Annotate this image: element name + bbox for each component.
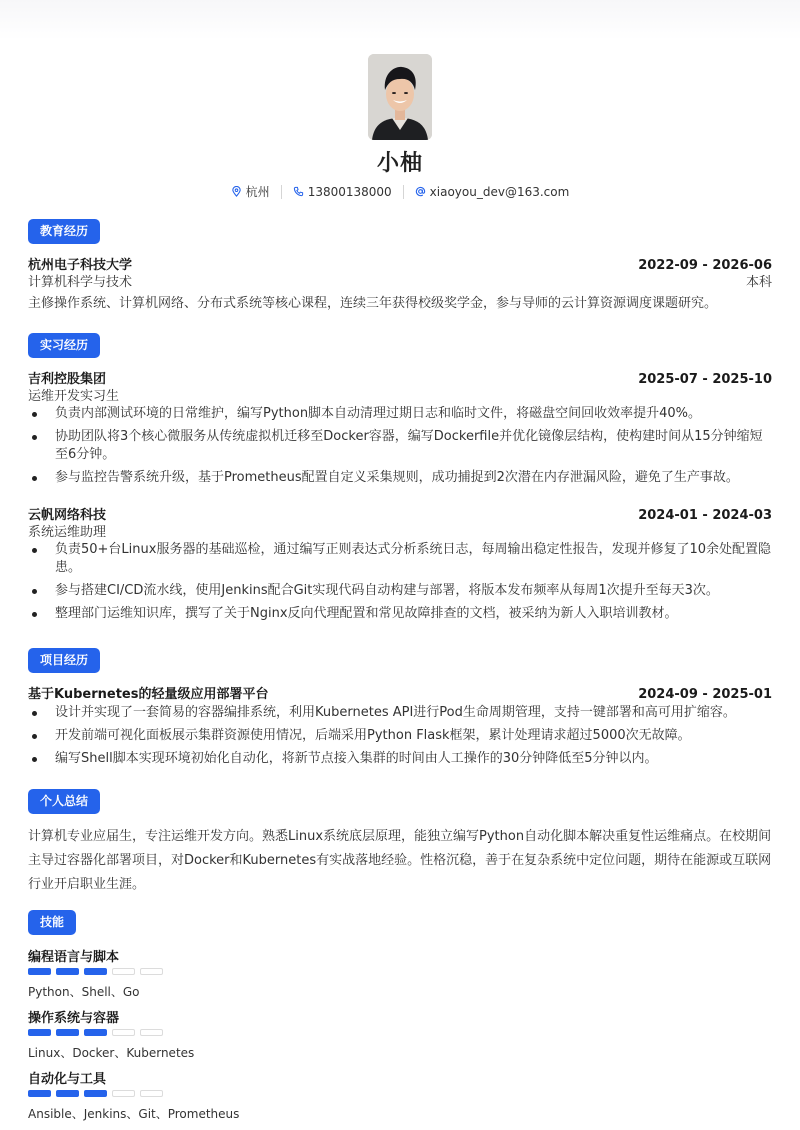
contact-bar	[0, 183, 800, 200]
phone-text: 13800138000	[307, 184, 392, 199]
level-segment-filled	[56, 1090, 79, 1097]
project-period: 2024-09 - 2025-01	[638, 687, 772, 702]
location-text: 杭州	[245, 185, 270, 199]
section-badge-education: 教育经历	[28, 219, 100, 244]
internship-role-row	[28, 385, 772, 404]
project-bullets	[28, 704, 772, 773]
level-segment-filled	[56, 968, 79, 975]
project-name: 基于Kubernetes的轻量级应用部署平台	[28, 687, 269, 702]
level-segment-empty	[140, 1029, 163, 1036]
level-segment-empty	[112, 1029, 135, 1036]
skill-level-bar	[28, 1090, 163, 1097]
level-segment-filled	[84, 968, 107, 975]
at-sign-icon	[415, 186, 426, 197]
internship-period: 2024-01 - 2024-03	[638, 508, 772, 523]
level-segment-filled	[28, 1029, 51, 1036]
contact-divider	[281, 185, 282, 199]
education-description: 主修操作系统、计算机网络、分布式系统等核心课程，连续三年获得校级奖学金，参与导师的云计算资源调度课题研究。	[28, 296, 718, 311]
level-segment-filled	[56, 1029, 79, 1036]
section-badge-skills: 技能	[28, 910, 76, 935]
section-badge-internship: 实习经历	[28, 333, 100, 358]
location-pin-icon	[231, 186, 242, 197]
list-item: 编写Shell脚本实现环境初始化自动化，将新节点接入集群的时间由人工操作的30分钟降低至5分钟以内。	[28, 750, 772, 768]
list-item: 设计并实现了一套简易的容器编排系统，利用Kubernetes API进行Pod生命周期管理，支持一键部署和高可用扩缩容。	[28, 704, 772, 722]
list-item: 参与搭建CI/CD流水线，使用Jenkins配合Git实现代码自动构建与部署，将版本发布频率从每周1次提升至每天3次。	[28, 582, 772, 600]
section-badge-summary: 个人总结	[28, 789, 100, 814]
skill-level-bar	[28, 968, 163, 975]
level-segment-empty	[112, 1090, 135, 1097]
list-item: 整理部门运维知识库，撰写了关于Nginx反向代理配置和常见故障排查的文档，被采纳为新人入职培训教材。	[28, 605, 772, 623]
degree: 本科	[745, 275, 772, 290]
project-header-row	[28, 683, 772, 702]
school-name: 杭州电子科技大学	[28, 258, 133, 273]
skill-group-title: 操作系统与容器	[28, 1011, 120, 1026]
contact-divider	[403, 185, 404, 199]
contact-location	[231, 183, 270, 200]
list-item: 负责50+台Linux服务器的基础巡检，通过编写正则表达式分析系统日志，每周输出稳定性报告，发现并修复了10余处配置隐患。	[28, 541, 772, 577]
level-segment-empty	[140, 1090, 163, 1097]
candidate-name: 小柚	[376, 151, 423, 176]
list-item: 负责内部测试环境的日常维护，编写Python脚本自动清理过期日志和临时文件，将磁盘空间回收效率提升40%。	[28, 405, 772, 423]
internship-role-row	[28, 521, 772, 540]
profile-photo	[368, 54, 432, 140]
level-segment-filled	[84, 1029, 107, 1036]
skill-level-bar	[28, 1029, 163, 1036]
phone-icon	[293, 186, 304, 197]
skill-items: Linux、Docker、Kubernetes	[28, 1046, 195, 1060]
level-segment-empty	[140, 968, 163, 975]
level-segment-filled	[28, 1090, 51, 1097]
internship-bullets	[28, 541, 772, 628]
summary-text: 计算机专业应届生，专注运维开发方向。熟悉Linux系统底层原理，能独立编写Python自动化脚本解决重复性运维痛点。在校期间主导过容器化部署项目，对Docker和Kubernetes有实战落地经验。性格沉稳，善于在复杂系统中定位问题，期待在能源或互联网行业开启职业生涯。	[28, 829, 772, 892]
avatar-portrait-icon	[368, 54, 432, 140]
contact-phone[interactable]	[293, 185, 392, 199]
section-badge-projects: 项目经历	[28, 648, 100, 673]
skill-items: Python、Shell、Go	[28, 985, 140, 999]
company-name: 云帆网络科技	[28, 508, 107, 523]
internship-period: 2025-07 - 2025-10	[638, 372, 772, 387]
role: 运维开发实习生	[28, 389, 120, 404]
skill-group-title: 编程语言与脚本	[28, 950, 120, 965]
role: 系统运维助理	[28, 525, 107, 540]
education-sub-row	[28, 271, 772, 290]
email-text: xiaoyou_dev@163.com	[429, 184, 570, 199]
level-segment-filled	[84, 1090, 107, 1097]
internship-bullets	[28, 405, 772, 492]
major: 计算机科学与技术	[28, 275, 133, 290]
list-item: 参与监控告警系统升级，基于Prometheus配置自定义采集规则，成功捕捉到2次潜在内存泄漏风险，避免了生产事故。	[28, 469, 772, 487]
list-item: 协助团队将3个核心微服务从传统虚拟机迁移至Docker容器，编写Dockerfile并优化镜像层结构，使构建时间从15分钟缩短至6分钟。	[28, 428, 772, 464]
company-name: 吉利控股集团	[28, 372, 107, 387]
skill-items: Ansible、Jenkins、Git、Prometheus	[28, 1107, 240, 1121]
level-segment-filled	[28, 968, 51, 975]
contact-email[interactable]	[415, 185, 570, 199]
level-segment-empty	[112, 968, 135, 975]
skill-group-title: 自动化与工具	[28, 1072, 107, 1087]
education-period: 2022-09 - 2026-06	[638, 258, 772, 273]
list-item: 开发前端可视化面板展示集群资源使用情况，后端采用Python Flask框架，累计处理请求超过5000次无故障。	[28, 727, 772, 745]
